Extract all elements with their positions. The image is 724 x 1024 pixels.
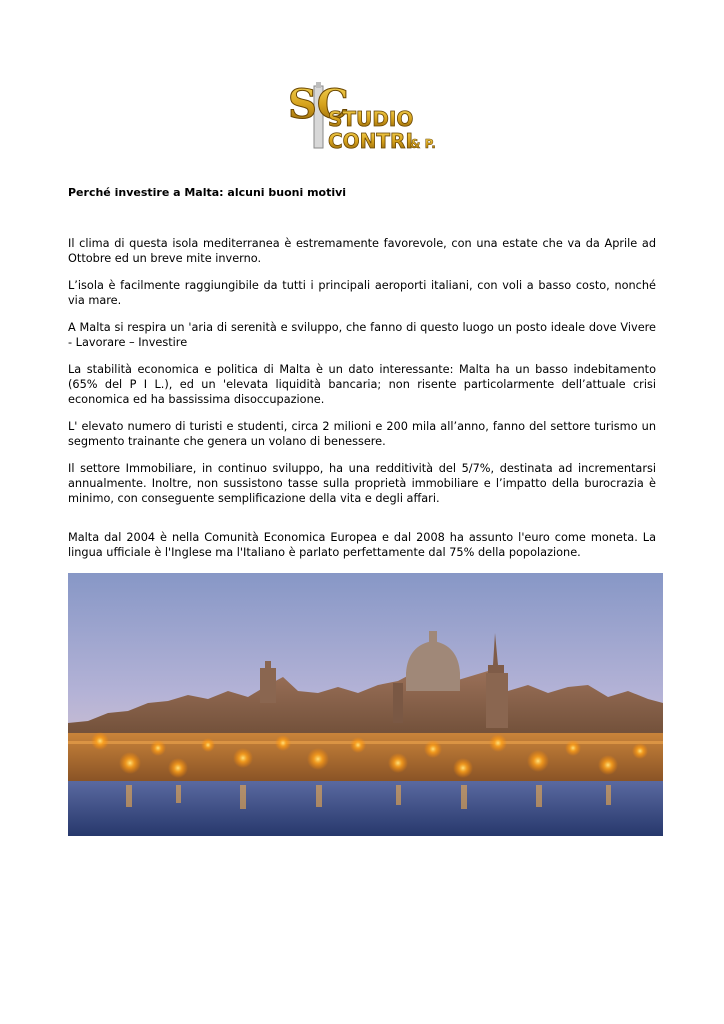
logo-suffix: & P. [410, 137, 436, 151]
paragraph-stability: La stabilità economica e politica di Malta è un dato interessante: Malta ha un basso indebitamento (65% del P I L.), ed un 'elevata liquidità bancaria; non risente particolarmente dell’attuale crisi economica ed ha bassissima disoccupazione. [68, 363, 656, 406]
paragraph-real-estate: Il settore Immobiliare, in continuo sviluppo, ha una redditività del 5/7%, destinata ad incrementarsi annualmente. Inoltre, non sussistono tasse sulla proprietà immobiliare e l’impatto della burocrazia è minimo, con conseguente semplificazione della vita e degli affari. [68, 462, 656, 505]
logo-letter-s: SC [288, 81, 349, 128]
logo-word-contri: CONTRI [328, 129, 413, 153]
paragraph-tourism: L' elevato numero di turisti e studenti, circa 2 milioni e 200 mila all’anno, fanno del settore turismo un segmento trainante che genera un volano di benessere. [68, 420, 656, 448]
paragraph-serenity: A Malta si respira un 'aria di serenità e sviluppo, che fanno di questo luogo un posto ideale dove Vivere - Lavorare – Investire [68, 321, 656, 349]
valletta-skyline-photo [68, 573, 663, 836]
body-text [68, 236, 656, 572]
paragraph-europe: Malta dal 2004 è nella Comunità Economica Europea e dal 2008 ha assunto l'euro come moneta. La lingua ufficiale è l'Inglese ma l'Italiano è parlato perfettamente dal 75% della popolazione. [68, 531, 656, 559]
sea [68, 781, 663, 836]
paragraph-climate: Il clima di questa isola mediterranea è estremamente favorevole, con una estate che va da Aprile ad Ottobre ed un breve mite inverno. [68, 237, 656, 265]
logo-word-studio: STUDIO [328, 107, 414, 131]
studio-contri-logo [286, 80, 442, 154]
page-title: Perché investire a Malta: alcuni buoni motivi [68, 186, 347, 199]
paragraph-access: L’isola è facilmente raggiungibile da tutti i principali aeroporti italiani, con voli a basso costo, nonché via mare. [68, 279, 656, 307]
